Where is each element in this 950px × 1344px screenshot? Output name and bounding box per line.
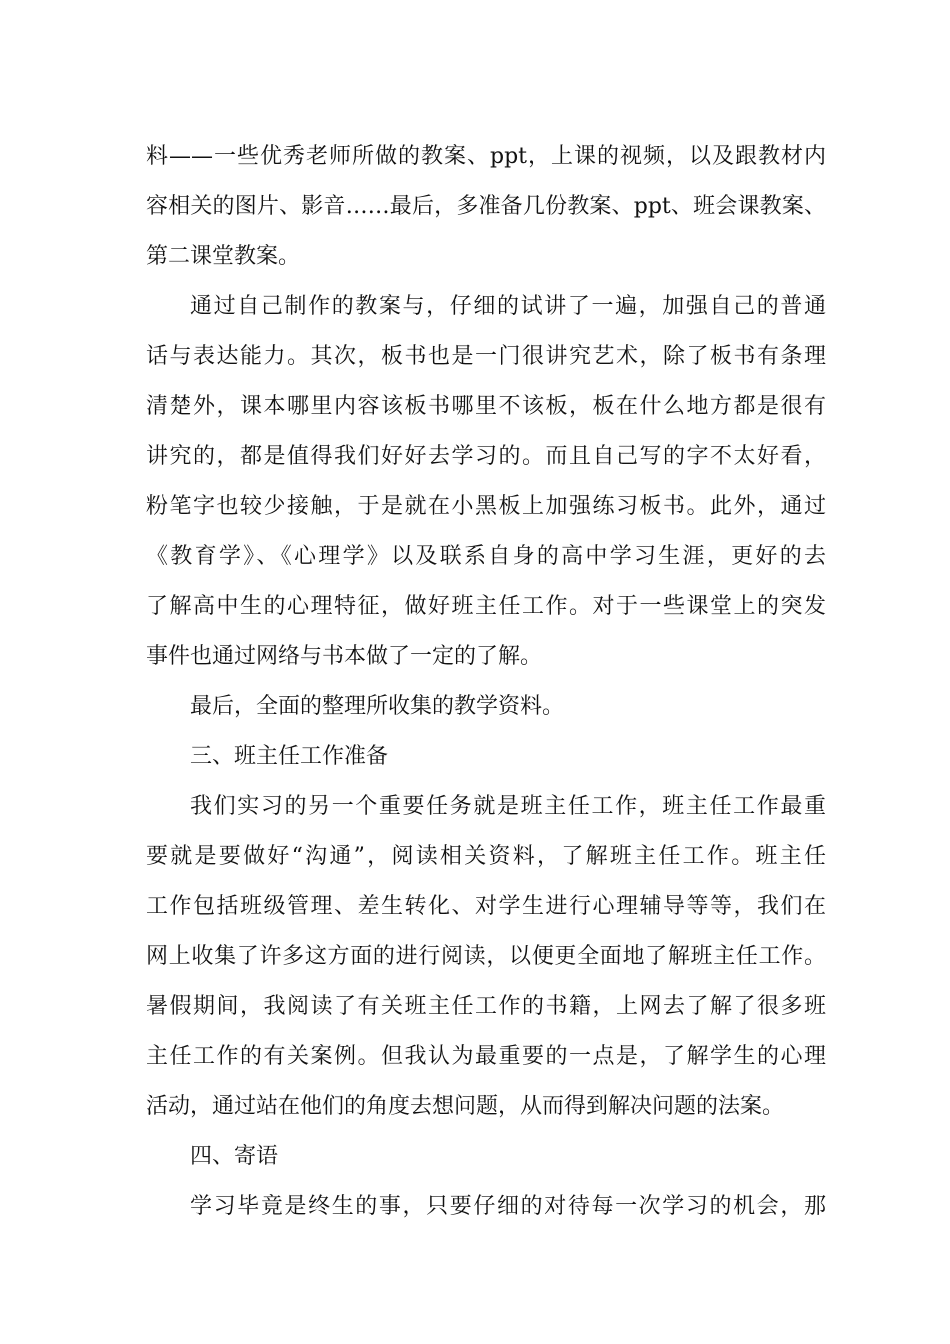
text-line-6: 清楚外，课本哪里内容该板书哪里不该板，板在什么地方都是很有 [146,394,826,419]
text-line-19: 主任工作的有关案例。但我认为最重要的一点是，了解学生的心理 [146,1044,826,1069]
text-line-12: 最后，全面的整理所收集的教学资料。 [190,694,565,719]
text-line-5: 话与表达能力。其次，板书也是一门很讲究艺术，除了板书有条理 [146,344,826,369]
document-body [146,132,826,1232]
text-line-1: 料——一些优秀老师所做的教案、ppt，上课的视频，以及跟教材内 [146,144,826,169]
text-line-18: 暑假期间，我阅读了有关班主任工作的书籍，上网去了解了很多班 [146,994,826,1019]
text-line-22: 学习毕竟是终生的事，只要仔细的对待每一次学习的机会，那 [190,1194,826,1219]
text-line-9: 《教育学》、《心理学》以及联系自身的高中学习生涯，更好的去 [146,544,826,569]
text-line-3: 第二课堂教案。 [146,244,301,269]
text-line-8: 粉笔字也较少接触，于是就在小黑板上加强练习板书。此外，通过 [146,494,826,519]
text-line-14: 我们实习的另一个重要任务就是班主任工作，班主任工作最重 [190,794,826,819]
text-line-10: 了解高中生的心理特征，做好班主任工作。对于一些课堂上的突发 [146,594,826,619]
text-line-17: 网上收集了许多这方面的进行阅读，以便更全面地了解班主任工作。 [146,944,826,969]
text-line-4: 通过自己制作的教案与，仔细的试讲了一遍，加强自己的普通 [190,294,826,319]
section-heading-3: 三、班主任工作准备 [190,744,389,769]
text-line-20: 活动，通过站在他们的角度去想问题，从而得到解决问题的法案。 [146,1094,785,1119]
text-line-16: 工作包括班级管理、差生转化、对学生进行心理辅导等等，我们在 [146,894,826,919]
text-line-2: 容相关的图片、影音……最后，多准备几份教案、ppt、班会课教案、 [146,194,826,219]
text-line-15: 要就是要做好“沟通”，阅读相关资料，了解班主任工作。班主任 [146,844,826,869]
text-line-11: 事件也通过网络与书本做了一定的了解。 [146,644,543,669]
text-line-7: 讲究的，都是值得我们好好去学习的。而且自己写的字不太好看， [146,444,826,469]
section-heading-4: 四、寄语 [190,1144,279,1169]
